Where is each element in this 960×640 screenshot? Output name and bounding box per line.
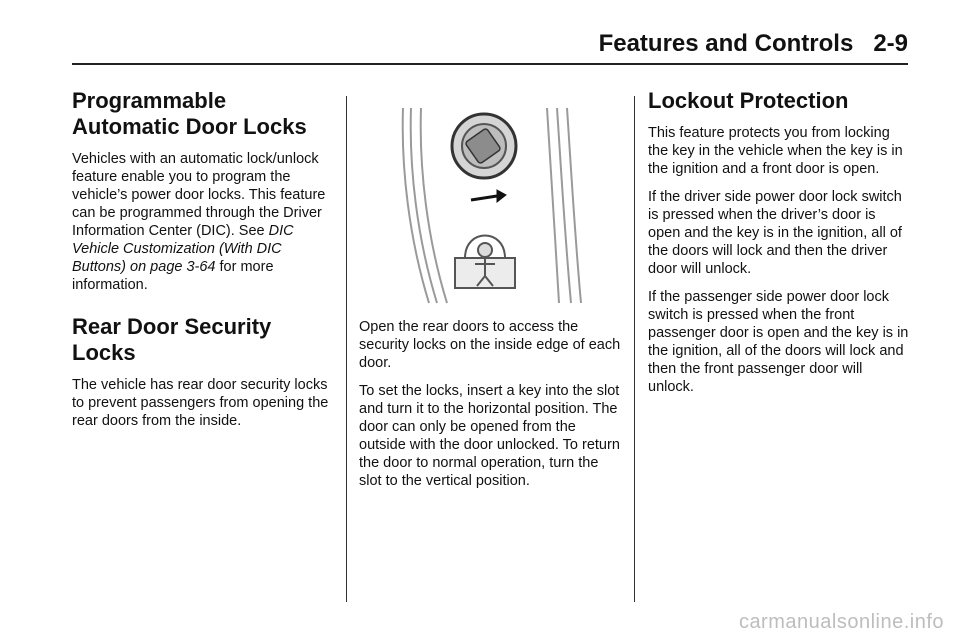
paragraph-passenger-side: If the passenger side power door lock switch is pressed when the front passenger door is open and the key is in the ignition, all of the doors will lock and then the front passenger door will unlock. [648, 289, 909, 395]
header-title [599, 30, 908, 58]
paragraph-text-tail: for more information. [72, 259, 274, 293]
paragraph-access-security-locks: Open the rear doors to access the security locks on the inside edge of each door. [359, 319, 621, 371]
turn-arrow-icon [471, 190, 506, 202]
section-title: Features and Controls [598, 30, 854, 57]
heading-programmable-door-locks: Programmable Automatic Door Locks [72, 88, 307, 139]
heading-lockout-protection: Lockout Protection [648, 88, 849, 113]
heading-rear-door-security: Rear Door Security Locks [72, 314, 272, 365]
column-divider-2 [634, 96, 635, 602]
lock-cylinder-icon [452, 114, 516, 178]
column-2 [359, 88, 621, 500]
page-number: 2-9 [873, 30, 908, 57]
watermark: carmanualsonline.info [738, 611, 944, 633]
security-lock-illustration [359, 88, 621, 308]
column-3 [648, 88, 910, 406]
paragraph-rear-door-security: The vehicle has rear door security locks to prevent passengers from opening the rear doors from the inside. [72, 377, 329, 429]
paragraph-set-locks: To set the locks, insert a key into the slot and turn it to the horizontal position. The door can only be opened from the outside with the door unlocked. To return the door to normal operation, turn the slot to the vertical position. [359, 383, 620, 489]
header-rule [72, 63, 908, 65]
cross-reference-link[interactable]: DIC Vehicle Customization (With DIC Buttons) on page 3-64 [72, 223, 294, 275]
column-divider-1 [346, 96, 347, 602]
paragraph-driver-side: If the driver side power door lock switch is pressed when the driver’s door is open and the key is in the ignition, all of the doors will lock and then the driver door will unlock. [648, 189, 902, 277]
paragraph-programmable-intro [72, 150, 336, 294]
child-lock-symbol-icon [455, 236, 515, 289]
paragraph-lockout-intro: This feature protects you from locking the key in the vehicle when the key is in the ignition and a front door is open. [648, 125, 903, 177]
column-1 [72, 88, 336, 440]
paragraph-text: Vehicles with an automatic lock/unlock feature enable you to program the vehicle’s power door locks. This feature can be programmed through the Driver Information Center (DIC). See [72, 151, 326, 239]
